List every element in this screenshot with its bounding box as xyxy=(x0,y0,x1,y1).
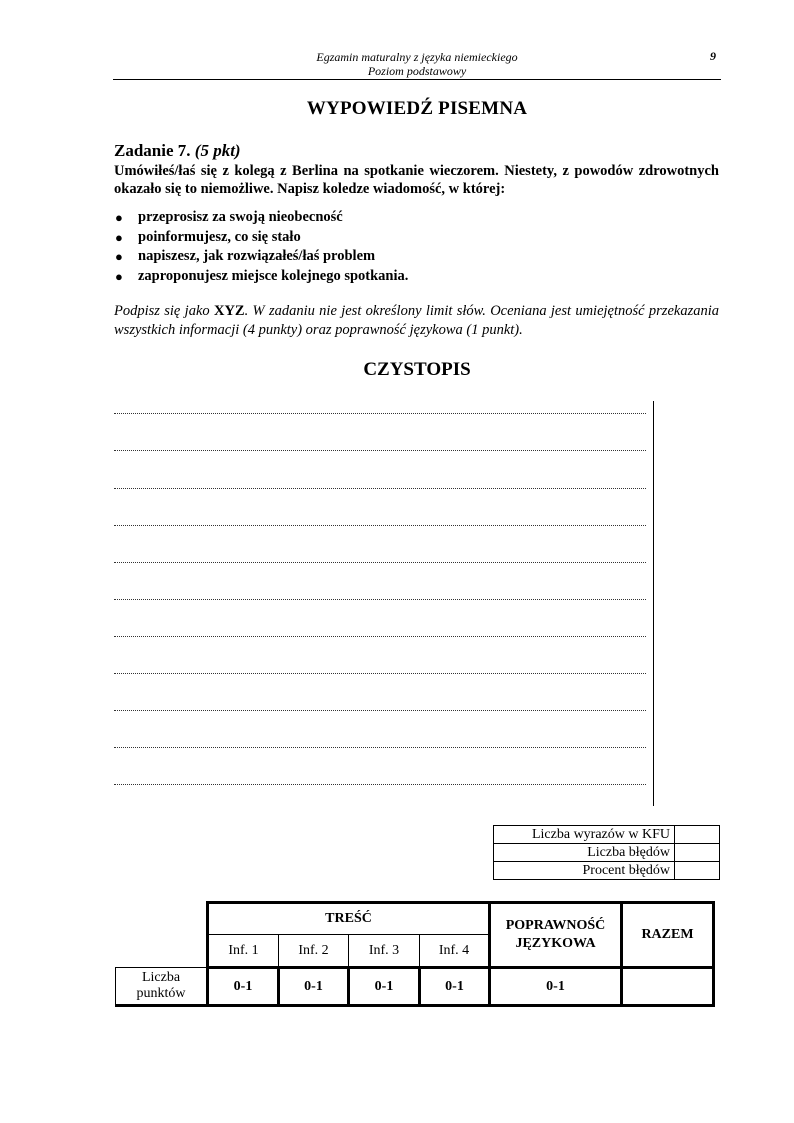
czystopis-title: CZYSTOPIS xyxy=(363,359,471,380)
table-row xyxy=(494,862,720,880)
score-cell-poprawnosc[interactable]: 0-1 xyxy=(490,968,622,1006)
table-row xyxy=(494,844,720,862)
task-points: (5 pkt) xyxy=(194,141,241,160)
empty-cell xyxy=(116,903,208,968)
writing-line[interactable] xyxy=(114,747,646,748)
bullet-dot-icon: ● xyxy=(115,229,123,245)
score-cell-inf2[interactable]: 0-1 xyxy=(279,968,349,1006)
note-text: Podpisz się jako xyxy=(114,303,214,319)
task-note xyxy=(114,302,719,340)
inf-header: Inf. 3 xyxy=(349,935,420,968)
table-row xyxy=(116,968,714,1006)
list-item xyxy=(114,247,408,267)
task-label: Zadanie 7. xyxy=(114,141,191,160)
page-number: 9 xyxy=(710,49,716,63)
poprawnosc-header xyxy=(490,903,622,968)
bullet-dot-icon: ● xyxy=(115,268,123,284)
table-row xyxy=(494,826,720,844)
bullet-text: przeprosisz za swoją nieobecność xyxy=(138,209,343,225)
score-table xyxy=(115,901,715,1007)
poprawnosc-line2: JĘZYKOWA xyxy=(515,936,596,951)
kfu-label: Liczba błędów xyxy=(494,844,675,862)
kfu-value-box[interactable] xyxy=(675,826,720,844)
task-description: Umówiłeś/łaś się z kolegą z Berlina na spotkanie wieczorem. Niestety, z powodów zdrowotnych okazało się to niemożliwe. Napisz koledze wiadomość, w której: xyxy=(114,163,719,197)
writing-line[interactable] xyxy=(114,413,646,414)
writing-line[interactable] xyxy=(114,673,646,674)
bullet-text: zaproponujesz miejsce kolejnego spotkania. xyxy=(138,267,409,284)
list-item xyxy=(114,267,408,287)
task-bullet-list xyxy=(114,208,408,286)
kfu-table xyxy=(493,825,720,880)
row-label-line2: punktów xyxy=(136,986,186,1001)
bullet-dot-icon: ● xyxy=(115,249,123,264)
score-cell-inf4[interactable]: 0-1 xyxy=(420,968,490,1006)
list-item xyxy=(114,228,408,248)
note-text-rest: . W zadaniu nie jest określony limit słów. Oceniana jest umiejętność przekazania wszystkich informacji (4 punkty) oraz poprawność językowa (1 punkt). xyxy=(114,303,719,338)
table-row xyxy=(116,903,714,935)
writing-line[interactable] xyxy=(114,562,646,563)
score-cell-razem[interactable] xyxy=(622,968,714,1006)
writing-line[interactable] xyxy=(114,636,646,637)
header-exam-title: Egzamin maturalny z języka niemieckiego xyxy=(316,50,518,64)
score-cell-inf3[interactable]: 0-1 xyxy=(349,968,420,1006)
writing-line[interactable] xyxy=(114,525,646,526)
kfu-label: Liczba wyrazów w KFU xyxy=(494,826,675,844)
writing-line[interactable] xyxy=(114,710,646,711)
bullet-text: poinformujesz, co się stało xyxy=(138,228,301,245)
bullet-dot-icon: ● xyxy=(115,210,123,225)
note-signature: XYZ xyxy=(213,303,245,319)
kfu-value-box[interactable] xyxy=(675,862,720,880)
writing-line[interactable] xyxy=(114,599,646,600)
inf-header: Inf. 2 xyxy=(279,935,349,968)
tresc-header: TREŚĆ xyxy=(208,903,490,935)
section-title: WYPOWIEDŹ PISEMNA xyxy=(306,98,528,119)
writing-line[interactable] xyxy=(114,784,646,785)
score-cell-inf1[interactable]: 0-1 xyxy=(208,968,279,1006)
inf-header: Inf. 4 xyxy=(438,942,470,958)
kfu-value-box[interactable] xyxy=(675,844,720,862)
header-level: Poziom podstawowy xyxy=(367,64,467,78)
row-label-line1: Liczba xyxy=(141,970,181,985)
writing-line[interactable] xyxy=(114,450,646,451)
row-label xyxy=(116,968,208,1006)
poprawnosc-line1: POPRAWNOŚĆ xyxy=(505,918,606,933)
bullet-text: napiszesz, jak rozwiązałeś/łaś problem xyxy=(138,248,376,264)
header-divider xyxy=(113,79,721,80)
inf-header: Inf. 1 xyxy=(208,935,279,968)
task-heading xyxy=(114,141,241,161)
writing-line[interactable] xyxy=(114,488,646,489)
kfu-label: Procent błędów xyxy=(494,862,675,880)
margin-line xyxy=(653,401,654,806)
razem-header: RAZEM xyxy=(622,903,714,968)
list-item xyxy=(114,208,408,228)
